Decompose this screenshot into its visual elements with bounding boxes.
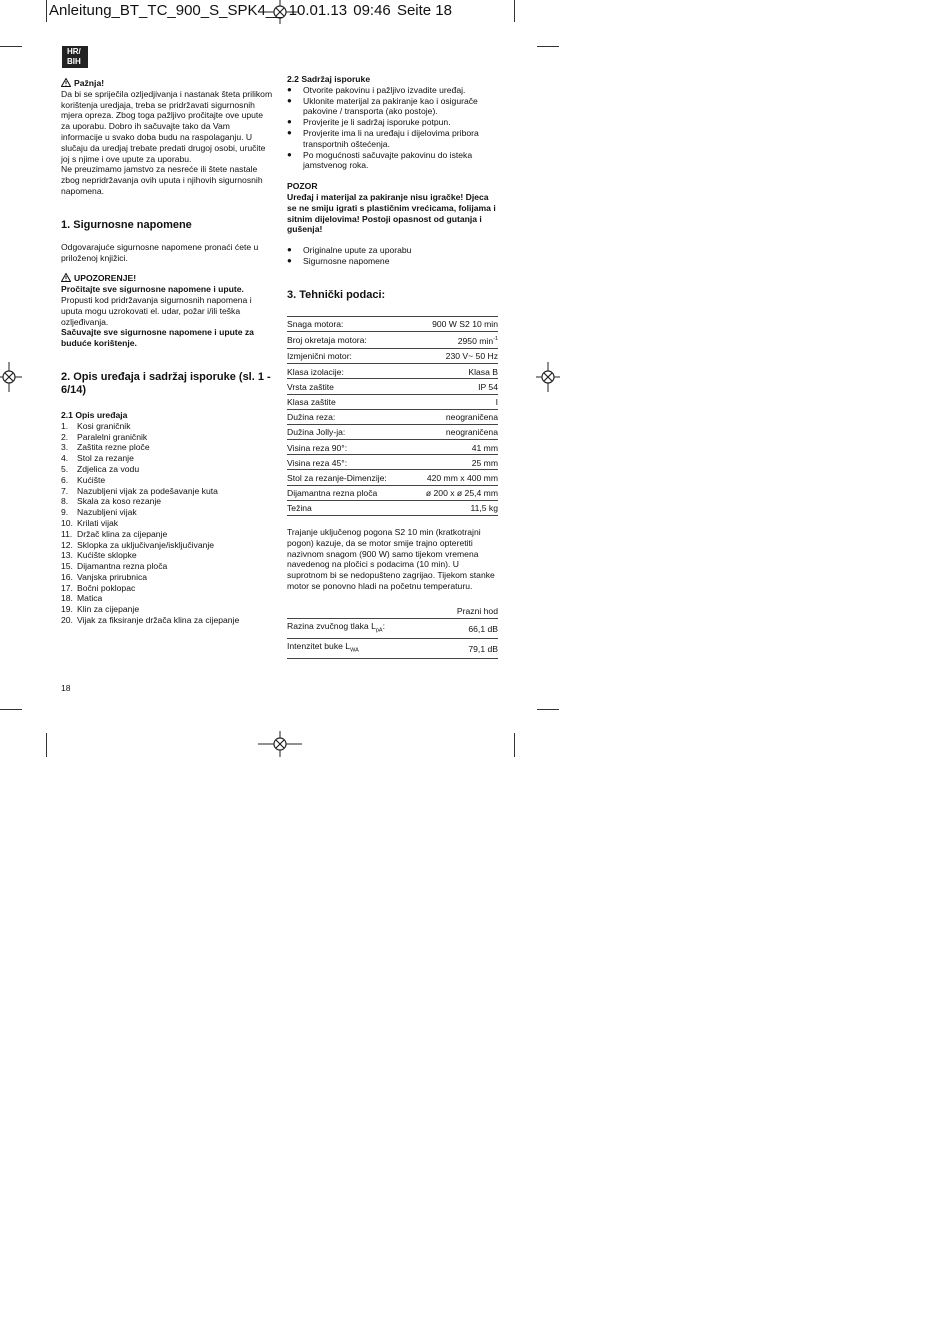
- spec-label: Stol za rezanje-Dimenzije:: [287, 470, 409, 485]
- noise-label: [287, 619, 436, 639]
- section1-title: 1. Sigurnosne napomene: [61, 218, 192, 231]
- crop-mark: [46, 0, 47, 22]
- language-badge: [62, 46, 88, 68]
- spec-label: Snaga motora:: [287, 316, 409, 331]
- part-item: [61, 464, 273, 475]
- spec-value: [409, 394, 498, 409]
- spec-row: [287, 500, 498, 515]
- spec-row: [287, 485, 498, 500]
- spec-value-text: 230 V~ 50 Hz: [445, 351, 498, 362]
- part-label: Nazubljeni vijak: [77, 507, 137, 518]
- registration-mark-icon: [536, 362, 560, 392]
- delivery-list: [287, 85, 498, 171]
- slug-time: 09:46: [353, 2, 391, 19]
- delivery-item-text: Uklonite materijal za pakiranje kao i osigurače pakovine / transporta (ako postoje).: [303, 95, 478, 117]
- registration-mark-icon: [258, 731, 302, 757]
- liability-text: Ne preuzimamo jamstvo za nesreće ili štete nastale zbog nepridržavanja ovih uputa i njihovih sigurnosnih napomena.: [61, 164, 263, 196]
- part-number: 18.: [61, 593, 73, 604]
- parts-list: [61, 421, 273, 626]
- part-item: [61, 421, 273, 432]
- spec-label: Klasa izolacije:: [287, 364, 409, 379]
- crop-mark: [514, 733, 515, 757]
- spec-value: [409, 470, 498, 485]
- part-number: 16.: [61, 571, 73, 582]
- delivery-item-text: Provjerite ima li na uređaju i dijelovima pribora transportnih oštećenja.: [303, 127, 479, 149]
- part-label: Kosi graničnik: [77, 420, 131, 431]
- part-label: Klin za cijepanje: [77, 604, 140, 615]
- part-label: Zdjelica za vodu: [77, 463, 140, 474]
- spec-row: [287, 316, 498, 331]
- section2-title: 2. Opis uređaja i sadržaj isporuke (sl. 1 - 6/14): [61, 370, 271, 396]
- part-label: Nazubljeni vijak za podešavanje kuta: [77, 485, 218, 496]
- bullet-icon: ●: [287, 95, 292, 105]
- part-label: Vanjska prirubnica: [77, 571, 148, 582]
- delivery-item-text: Otvorite pakovinu i pažljivo izvadite uređaj.: [303, 84, 466, 95]
- part-item: [61, 507, 273, 518]
- spec-row: [287, 455, 498, 470]
- part-number: 6.: [61, 474, 69, 485]
- included-item-text: Sigurnosne napomene: [303, 255, 390, 266]
- bullet-icon: ●: [287, 117, 292, 127]
- part-item: [61, 518, 273, 529]
- section3-title: 3. Tehnički podaci:: [287, 288, 386, 301]
- part-label: Sklopka za uključivanje/isključivanje: [77, 539, 215, 550]
- spec-value-text: 420 mm x 400 mm: [426, 472, 498, 483]
- spec-label: Težina: [287, 500, 409, 515]
- included-item: [287, 256, 498, 267]
- warning-bold-2: Sačuvajte sve sigurnosne napomene i upute za buduće korištenje.: [61, 327, 254, 349]
- crop-mark: [537, 709, 559, 710]
- spec-value-text: 41 mm: [471, 442, 498, 453]
- subsection21-title: 2.1 Opis uređaja: [61, 409, 128, 420]
- part-label: Stol za rezanje: [77, 453, 134, 464]
- bullet-icon: ●: [287, 127, 292, 137]
- part-number: 2.: [61, 431, 69, 442]
- part-item: [61, 593, 273, 604]
- noise-label-suffix: :: [382, 621, 385, 632]
- language-badge-line1: HR/: [67, 47, 81, 56]
- print-slug: [49, 2, 452, 19]
- page-number: 18: [61, 683, 71, 693]
- caution-title: POZOR: [287, 181, 318, 192]
- part-number: 3.: [61, 442, 69, 453]
- delivery-item-text: Provjerite je li sadržaj isporuke potpun.: [303, 117, 451, 128]
- part-number: 15.: [61, 561, 73, 572]
- caution-text: Uređaj i materijal za pakiranje nisu igračke! Djeca se ne smiju igrati s plastičnim vrećicama, folijama i sitnim dijelovima! Postoji opasnost od gutanja i gušenja!: [287, 191, 496, 235]
- noise-value: 79,1 dB: [436, 638, 498, 658]
- registration-mark-icon: [0, 362, 22, 392]
- slug-filename: Anleitung_BT_TC_900_S_SPK4__: [49, 2, 283, 19]
- notice-heading: [61, 78, 273, 89]
- noise-row: [287, 619, 498, 639]
- part-label: Matica: [77, 593, 103, 604]
- part-number: 10.: [61, 517, 73, 528]
- delivery-item: [287, 85, 498, 96]
- bullet-icon: ●: [287, 245, 292, 255]
- part-label: Bočni poklopac: [77, 582, 136, 593]
- part-item: [61, 615, 273, 626]
- part-item: [61, 561, 273, 572]
- spec-value-text: neograničena: [445, 427, 498, 438]
- part-item: [61, 572, 273, 583]
- part-item: [61, 486, 273, 497]
- spec-label: Izmjenični motor:: [287, 348, 409, 363]
- delivery-item: [287, 96, 498, 118]
- part-label: Dijamantna rezna ploča: [77, 561, 168, 572]
- part-number: 17.: [61, 582, 73, 593]
- duty-text: Trajanje uključenog pogona S2 10 min (kratkotrajni pogon) kazuje, da se motor smije trajno opteretiti nazivnom snagom (900 W) samo tijekom vremena navedenog na pločici s podacima (10 min). U suprotnom bi se nedopušteno zagrijao. Tijekom stanke motor se ponovno hladi na početnu temperaturu.: [287, 527, 495, 592]
- spec-value: [409, 485, 498, 500]
- part-number: 1.: [61, 420, 69, 431]
- spec-value: [409, 379, 498, 394]
- spec-value-text: I: [495, 396, 498, 407]
- spec-row: [287, 424, 498, 439]
- bullet-icon: ●: [287, 255, 292, 265]
- section1-text: Odgovarajuće sigurnosne napomene pronaći ćete u priloženoj knjižici.: [61, 241, 259, 263]
- part-item: [61, 550, 273, 561]
- warning-title: UPOZORENJE!: [74, 273, 137, 284]
- part-number: 11.: [61, 528, 73, 539]
- noise-value: 66,1 dB: [436, 619, 498, 639]
- bullet-icon: ●: [287, 149, 292, 159]
- part-label: Paralelni graničnik: [77, 431, 148, 442]
- part-item: [61, 475, 273, 486]
- spec-value: [409, 409, 498, 424]
- spec-row: [287, 364, 498, 379]
- part-label: Skala za koso rezanje: [77, 496, 162, 507]
- spec-label: Broj okretaja motora:: [287, 331, 409, 348]
- part-item: [61, 432, 273, 443]
- spec-row: [287, 470, 498, 485]
- delivery-item-text: Po mogućnosti sačuvajte pakovinu do isteka jamstvenog roka.: [303, 149, 473, 171]
- included-item-text: Originalne upute za uporabu: [303, 245, 412, 256]
- part-label: Držač klina za cijepanje: [77, 528, 168, 539]
- left-column: [61, 78, 273, 626]
- spec-label: Dijamantna rezna ploča: [287, 485, 409, 500]
- crop-mark: [0, 46, 22, 47]
- crop-mark: [514, 0, 515, 22]
- warning-bold-1: Pročitajte sve sigurnosne napomene i upute.: [61, 284, 244, 295]
- noise-header-row: [287, 604, 498, 619]
- noise-header: Prazni hod: [436, 604, 498, 619]
- spec-value: [409, 500, 498, 515]
- warning-text: Propusti kod pridržavanja sigurnosnih napomena i uputa mogu uzrokovati el. udar, požar i/ili teška ozljeđivanja.: [61, 294, 252, 327]
- part-label: Krilati vijak: [77, 517, 119, 528]
- crop-mark: [0, 709, 22, 710]
- spec-value-text: 2950 min: [457, 336, 494, 347]
- crop-mark: [46, 733, 47, 757]
- spec-value-text: neograničena: [445, 412, 498, 423]
- spec-row: [287, 394, 498, 409]
- part-number: 7.: [61, 485, 69, 496]
- spec-label: Dužina reza:: [287, 409, 409, 424]
- noise-label-subscript: pA: [375, 628, 383, 635]
- notice-title: Pažnja!: [74, 78, 105, 88]
- spec-value-text: IP 54: [478, 381, 498, 392]
- spec-row: [287, 379, 498, 394]
- noise-label-text: Razina zvučnog tlaka L: [287, 621, 376, 632]
- spec-row: [287, 440, 498, 455]
- delivery-item: [287, 117, 498, 128]
- part-label: Zaštita rezne ploče: [77, 442, 150, 453]
- spec-value: [409, 364, 498, 379]
- noise-label-text: Intenzitet buke L: [287, 641, 351, 652]
- spec-value-text: 900 W S2 10 min: [432, 319, 498, 330]
- spec-row: [287, 409, 498, 424]
- part-item: [61, 604, 273, 615]
- part-item: [61, 529, 273, 540]
- bullet-icon: ●: [287, 84, 292, 94]
- spec-value-text: 25 mm: [471, 457, 498, 468]
- spec-label: Dužina Jolly-ja:: [287, 424, 409, 439]
- part-number: 4.: [61, 453, 69, 464]
- crop-mark: [537, 46, 559, 47]
- delivery-item: [287, 128, 498, 150]
- part-number: 12.: [61, 539, 73, 550]
- part-item: [61, 496, 273, 507]
- part-number: 20.: [61, 615, 73, 626]
- part-number: 5.: [61, 463, 69, 474]
- warning-heading: [61, 273, 273, 284]
- noise-label-subscript: WA: [350, 648, 359, 655]
- part-label: Vijak za fiksiranje držača klina za cijepanje: [77, 615, 240, 626]
- spec-value: [409, 424, 498, 439]
- spec-row: [287, 348, 498, 363]
- spec-value: [409, 331, 498, 348]
- part-number: 9.: [61, 507, 69, 518]
- part-number: 19.: [61, 604, 73, 615]
- spec-value: [409, 348, 498, 363]
- spec-value-text: 11,5 kg: [470, 503, 498, 514]
- slug-date: 10.01.13: [288, 2, 348, 19]
- warning-triangle-icon: [61, 78, 71, 87]
- spec-table: [287, 316, 498, 516]
- spec-value: [409, 316, 498, 331]
- spec-value-text: Klasa B: [468, 366, 498, 377]
- spec-row: [287, 331, 498, 348]
- spec-value-text: ø 200 x ø 25,4 mm: [425, 488, 498, 499]
- noise-header-empty: [287, 604, 436, 619]
- spec-label: Vrsta zaštite: [287, 379, 409, 394]
- notice-text: Da bi se spriječila ozljedjivanja i nastanak šteta prilikom korištenja uredjaja, treba se pridržavati sigurnosnih mjera opreza. Zbog toga pažljivo pročitajte ove upute za uporabu. Dobro ih sačuvajte tako da Vam informacije u svako doba budu na raspolaganju. U slučaju da uredjaj trebate predati drugoj osobi, uručite joj s njime i ove upute za uporabu.: [61, 88, 273, 164]
- part-item: [61, 453, 273, 464]
- delivery-item: [287, 150, 498, 172]
- noise-label: [287, 638, 436, 658]
- spec-value: [409, 440, 498, 455]
- spec-value-superscript: -1: [493, 336, 498, 343]
- part-item: [61, 583, 273, 594]
- warning-triangle-icon: [61, 273, 71, 282]
- part-item: [61, 540, 273, 551]
- spec-value: [409, 455, 498, 470]
- included-list: [287, 245, 498, 267]
- spec-label: Visina reza 90°:: [287, 440, 409, 455]
- part-item: [61, 442, 273, 453]
- part-number: 8.: [61, 496, 69, 507]
- subsection22-title: 2.2 Sadržaj isporuke: [287, 74, 371, 84]
- included-item: [287, 245, 498, 256]
- slug-page: Seite 18: [396, 2, 452, 19]
- right-column: [287, 74, 498, 659]
- spec-label: Visina reza 45°:: [287, 455, 409, 470]
- part-label: Kućište: [77, 474, 106, 485]
- noise-row: [287, 638, 498, 658]
- noise-table: [287, 604, 498, 659]
- language-badge-line2: BIH: [67, 57, 81, 66]
- part-label: Kućište sklopke: [77, 550, 137, 561]
- spec-label: Klasa zaštite: [287, 394, 409, 409]
- part-number: 13.: [61, 550, 73, 561]
